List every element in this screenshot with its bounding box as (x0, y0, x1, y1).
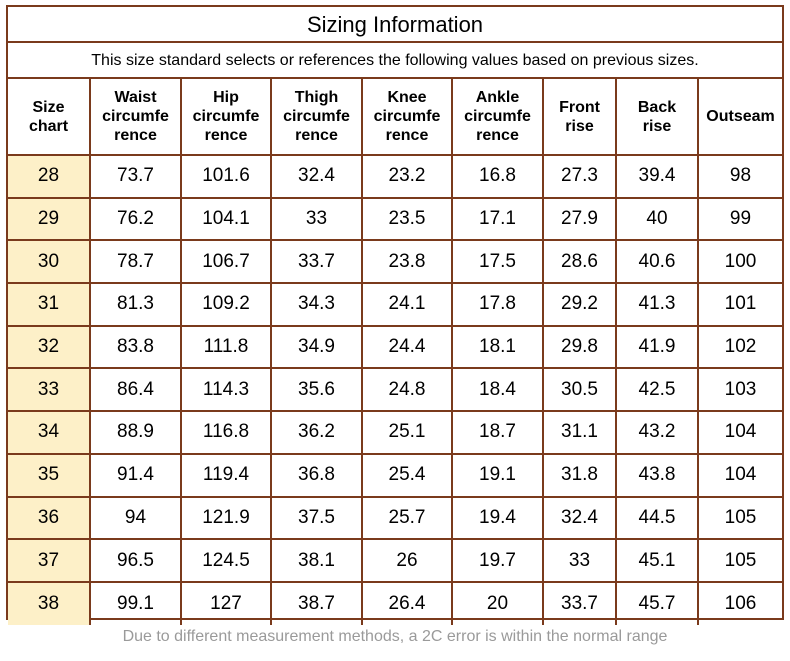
table-row (8, 582, 782, 625)
measurement-cell: 99 (698, 198, 782, 241)
size-cell: 37 (8, 539, 90, 582)
measurement-cell: 101.6 (181, 155, 271, 198)
measurement-cell: 106.7 (181, 240, 271, 283)
measurement-cell: 34.9 (271, 326, 362, 369)
measurement-cell: 102 (698, 326, 782, 369)
column-header-line: circumfe (102, 108, 169, 125)
measurement-cell: 23.2 (362, 155, 452, 198)
column-header-line: circumfe (373, 108, 441, 125)
measurement-cell: 27.9 (543, 198, 616, 241)
measurement-cell: 73.7 (90, 155, 181, 198)
measurement-cell: 42.5 (616, 368, 698, 411)
measurement-cell: 116.8 (181, 411, 271, 454)
column-header-line: Outseam (706, 108, 775, 125)
measurement-cell: 19.7 (452, 539, 543, 582)
measurement-cell: 19.4 (452, 497, 543, 540)
header-row (8, 79, 782, 155)
table-row (8, 198, 782, 241)
column-header-line: rence (295, 127, 338, 144)
column-header-line: rise (565, 117, 594, 135)
measurement-cell: 105 (698, 497, 782, 540)
column-header-line: circumfe (283, 108, 350, 125)
size-cell: 31 (8, 283, 90, 326)
measurement-cell: 25.4 (362, 454, 452, 497)
column-header-line: chart (28, 117, 69, 135)
measurement-cell: 33 (543, 539, 616, 582)
column-header-line: rence (114, 127, 157, 144)
column-header-line: circumfe (464, 108, 531, 125)
measurement-cell: 31.1 (543, 411, 616, 454)
measurement-cell: 31.8 (543, 454, 616, 497)
table-body (8, 155, 782, 625)
measurement-cell: 33.7 (271, 240, 362, 283)
table-row (8, 155, 782, 198)
column-header (452, 79, 543, 155)
measurement-cell: 16.8 (452, 155, 543, 198)
measurement-cell: 100 (698, 240, 782, 283)
footer-note: Due to different measurement methods, a 2C error is within the normal range (122, 628, 668, 645)
measurement-cell: 34.3 (271, 283, 362, 326)
table-row (8, 539, 782, 582)
measurement-cell: 44.5 (616, 497, 698, 540)
measurement-cell: 101 (698, 283, 782, 326)
measurement-cell: 29.2 (543, 283, 616, 326)
measurement-cell: 114.3 (181, 368, 271, 411)
table-row (8, 411, 782, 454)
measurement-cell: 94 (90, 497, 181, 540)
table-row (8, 454, 782, 497)
measurement-cell: 106 (698, 582, 782, 625)
measurement-cell: 20 (452, 582, 543, 625)
measurement-cell: 40.6 (616, 240, 698, 283)
measurement-cell: 99.1 (90, 582, 181, 625)
size-table (8, 79, 782, 625)
column-header-line: rence (476, 127, 519, 144)
measurement-cell: 38.7 (271, 582, 362, 625)
size-cell: 35 (8, 454, 90, 497)
measurement-cell: 43.8 (616, 454, 698, 497)
measurement-cell: 23.5 (362, 198, 452, 241)
measurement-cell: 45.1 (616, 539, 698, 582)
measurement-cell: 24.8 (362, 368, 452, 411)
column-header-line: Waist (114, 89, 157, 106)
measurement-cell: 98 (698, 155, 782, 198)
measurement-cell: 24.1 (362, 283, 452, 326)
measurement-cell: 81.3 (90, 283, 181, 326)
measurement-cell: 17.1 (452, 198, 543, 241)
measurement-cell: 39.4 (616, 155, 698, 198)
table-row (8, 368, 782, 411)
measurement-cell: 26 (362, 539, 452, 582)
measurement-cell: 32.4 (543, 497, 616, 540)
measurement-cell: 103 (698, 368, 782, 411)
size-cell: 32 (8, 326, 90, 369)
measurement-cell: 17.5 (452, 240, 543, 283)
measurement-cell: 88.9 (90, 411, 181, 454)
column-header (8, 79, 90, 155)
measurement-cell: 40 (616, 198, 698, 241)
measurement-cell: 26.4 (362, 582, 452, 625)
column-header (271, 79, 362, 155)
column-header (181, 79, 271, 155)
measurement-cell: 28.6 (543, 240, 616, 283)
measurement-cell: 23.8 (362, 240, 452, 283)
size-cell: 34 (8, 411, 90, 454)
measurement-cell: 18.4 (452, 368, 543, 411)
measurement-cell: 38.1 (271, 539, 362, 582)
measurement-cell: 104 (698, 411, 782, 454)
measurement-cell: 30.5 (543, 368, 616, 411)
column-header-line: Front (559, 98, 600, 116)
column-header-line: rise (642, 117, 672, 135)
column-header-line: Knee (387, 89, 427, 106)
column-header-line: Ankle (475, 89, 520, 106)
measurement-cell: 41.3 (616, 283, 698, 326)
measurement-cell: 32.4 (271, 155, 362, 198)
size-cell: 33 (8, 368, 90, 411)
chart-subtitle: This size standard selects or references the following values based on previous sizes. (8, 43, 782, 79)
measurement-cell: 78.7 (90, 240, 181, 283)
column-header-line: Size (32, 98, 65, 116)
size-cell: 38 (8, 582, 90, 625)
column-header (616, 79, 698, 155)
measurement-cell: 104.1 (181, 198, 271, 241)
measurement-cell: 29.8 (543, 326, 616, 369)
measurement-cell: 45.7 (616, 582, 698, 625)
measurement-cell: 91.4 (90, 454, 181, 497)
column-header (362, 79, 452, 155)
column-header-line: Thigh (294, 89, 339, 106)
measurement-cell: 18.7 (452, 411, 543, 454)
column-header (698, 79, 782, 155)
measurement-cell: 76.2 (90, 198, 181, 241)
measurement-cell: 25.7 (362, 497, 452, 540)
measurement-cell: 119.4 (181, 454, 271, 497)
measurement-cell: 127 (181, 582, 271, 625)
measurement-cell: 86.4 (90, 368, 181, 411)
measurement-cell: 104 (698, 454, 782, 497)
measurement-cell: 41.9 (616, 326, 698, 369)
measurement-cell: 105 (698, 539, 782, 582)
chart-title: Sizing Information (8, 7, 782, 43)
measurement-cell: 36.2 (271, 411, 362, 454)
measurement-cell: 19.1 (452, 454, 543, 497)
column-header-line: Hip (213, 89, 239, 106)
column-header (543, 79, 616, 155)
column-header (90, 79, 181, 155)
measurement-cell: 24.4 (362, 326, 452, 369)
measurement-cell: 33.7 (543, 582, 616, 625)
table-row (8, 240, 782, 283)
table-row (8, 497, 782, 540)
sizing-chart (6, 5, 784, 620)
size-cell: 29 (8, 198, 90, 241)
size-cell: 30 (8, 240, 90, 283)
table-row (8, 326, 782, 369)
measurement-cell: 35.6 (271, 368, 362, 411)
measurement-cell: 109.2 (181, 283, 271, 326)
column-header-line: Back (637, 98, 677, 116)
size-cell: 36 (8, 497, 90, 540)
size-cell: 28 (8, 155, 90, 198)
measurement-cell: 124.5 (181, 539, 271, 582)
column-header-line: rence (385, 127, 429, 144)
measurement-cell: 36.8 (271, 454, 362, 497)
measurement-cell: 33 (271, 198, 362, 241)
measurement-cell: 27.3 (543, 155, 616, 198)
measurement-cell: 17.8 (452, 283, 543, 326)
measurement-cell: 121.9 (181, 497, 271, 540)
measurement-cell: 37.5 (271, 497, 362, 540)
measurement-cell: 83.8 (90, 326, 181, 369)
table-row (8, 283, 782, 326)
measurement-cell: 18.1 (452, 326, 543, 369)
column-header-line: rence (204, 127, 248, 144)
measurement-cell: 43.2 (616, 411, 698, 454)
measurement-cell: 111.8 (181, 326, 271, 369)
measurement-cell: 25.1 (362, 411, 452, 454)
measurement-cell: 96.5 (90, 539, 181, 582)
column-header-line: circumfe (192, 108, 260, 125)
